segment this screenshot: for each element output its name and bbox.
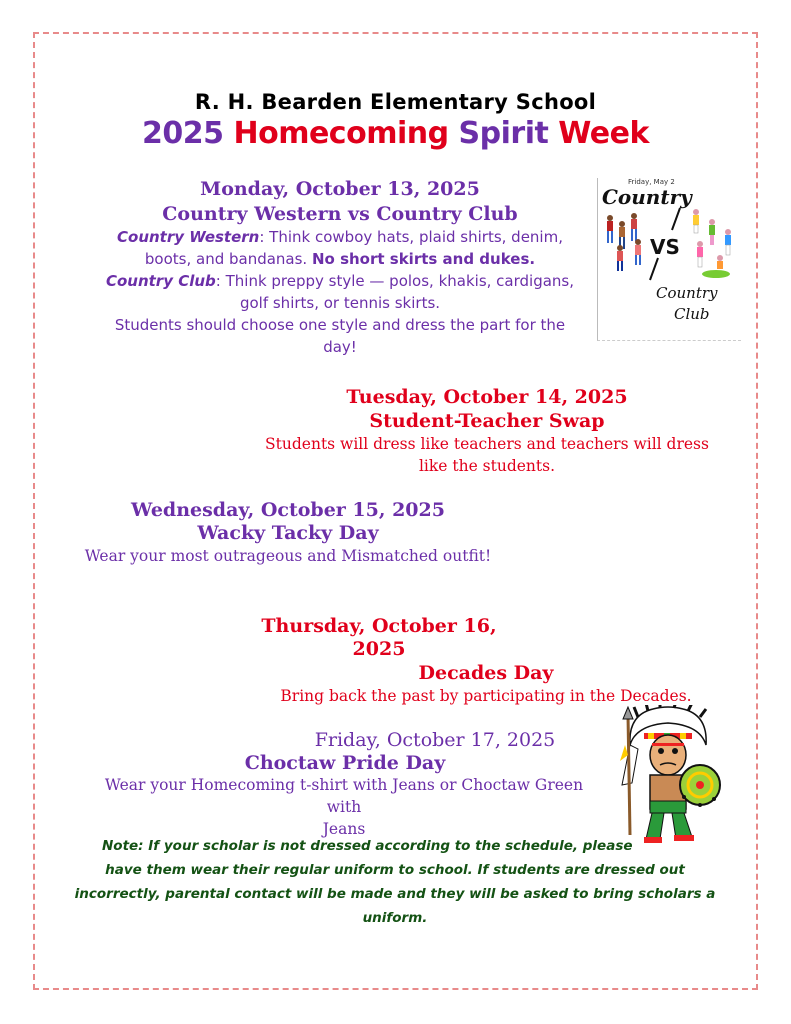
western-label: Country Western: [117, 228, 260, 246]
wednesday-theme: Wacky Tacky Day: [197, 522, 379, 544]
club-label: Country Club: [105, 272, 216, 290]
country-vs-club-image: [597, 178, 741, 341]
title-homecoming: Homecoming: [233, 116, 449, 151]
monday-date: Monday, October 13, 2025: [200, 178, 480, 200]
note-line4: uniform.: [362, 910, 428, 926]
western-rule: No short skirts and dukes.: [311, 250, 536, 268]
friday-theme: Choctaw Pride Day: [244, 752, 446, 774]
tuesday-line1: Students will dress like teachers and teachers will dress: [265, 435, 709, 453]
thursday-date-line2: 2025: [352, 638, 406, 660]
image-word-country2: Country: [656, 284, 718, 302]
friday-line2: Jeans: [322, 820, 366, 838]
page-title: [0, 116, 791, 151]
thursday-date-line1: Thursday, October 16,: [261, 615, 497, 637]
tuesday-theme: Student-Teacher Swap: [369, 410, 605, 432]
friday-description: [96, 774, 592, 840]
wednesday-date: Wednesday, October 15, 2025: [131, 499, 445, 521]
image-word-country: Country: [602, 185, 692, 209]
tuesday-date: Tuesday, October 14, 2025: [346, 386, 628, 408]
title-spirit: Spirit: [458, 116, 549, 151]
title-week: Week: [558, 116, 649, 151]
wednesday-description: Wear your most outrageous and Mismatched outfit!: [84, 547, 492, 565]
dress-code-note: [60, 834, 730, 930]
friday-date: Friday, October 17, 2025: [314, 729, 556, 751]
choctaw-mascot-image: [608, 705, 728, 845]
note-line1: Note: If your scholar is not dressed according to the schedule, please: [102, 838, 633, 854]
thursday-description: Bring back the past by participating in the Decades.: [280, 687, 692, 705]
monday-description: [90, 226, 590, 358]
monday-western-line1: Country Western: Think cowboy hats, plaid shirts, denim,: [117, 228, 563, 246]
monday-western-line2: boots, and bandanas. No short skirts and dukes.: [144, 250, 536, 268]
title-year: 2025: [142, 116, 224, 151]
monday-club-line1: Country Club: Think preppy style — polos, khakis, cardigans,: [105, 272, 575, 290]
tuesday-description: [250, 433, 724, 477]
cowboy-figures-icon: [607, 213, 641, 271]
tuesday-line2: like the students.: [418, 457, 556, 475]
country-club-figures-icon: [693, 209, 731, 278]
image-caption-top: Friday, May 2: [628, 178, 675, 186]
monday-theme: Country Western vs Country Club: [162, 203, 518, 225]
image-word-club: Club: [674, 305, 710, 323]
monday-instruction-line2: day!: [323, 338, 357, 356]
monday-club-line2: golf shirts, or tennis skirts.: [239, 294, 441, 312]
school-name: R. H. Bearden Elementary School: [194, 90, 597, 114]
image-word-vs: VS: [650, 235, 680, 259]
friday-line1: Wear your Homecoming t-shirt with Jeans or Choctaw Green with: [104, 776, 584, 816]
note-line2: have them wear their regular uniform to school. If students are dressed out: [105, 862, 685, 878]
mascot-face-icon: [650, 735, 686, 775]
note-line3: incorrectly, parental contact will be made and they will be asked to bring scholars a: [74, 886, 716, 902]
monday-instruction-line1: Students should choose one style and dress the part for the: [114, 316, 566, 334]
thursday-theme: Decades Day: [418, 662, 554, 684]
